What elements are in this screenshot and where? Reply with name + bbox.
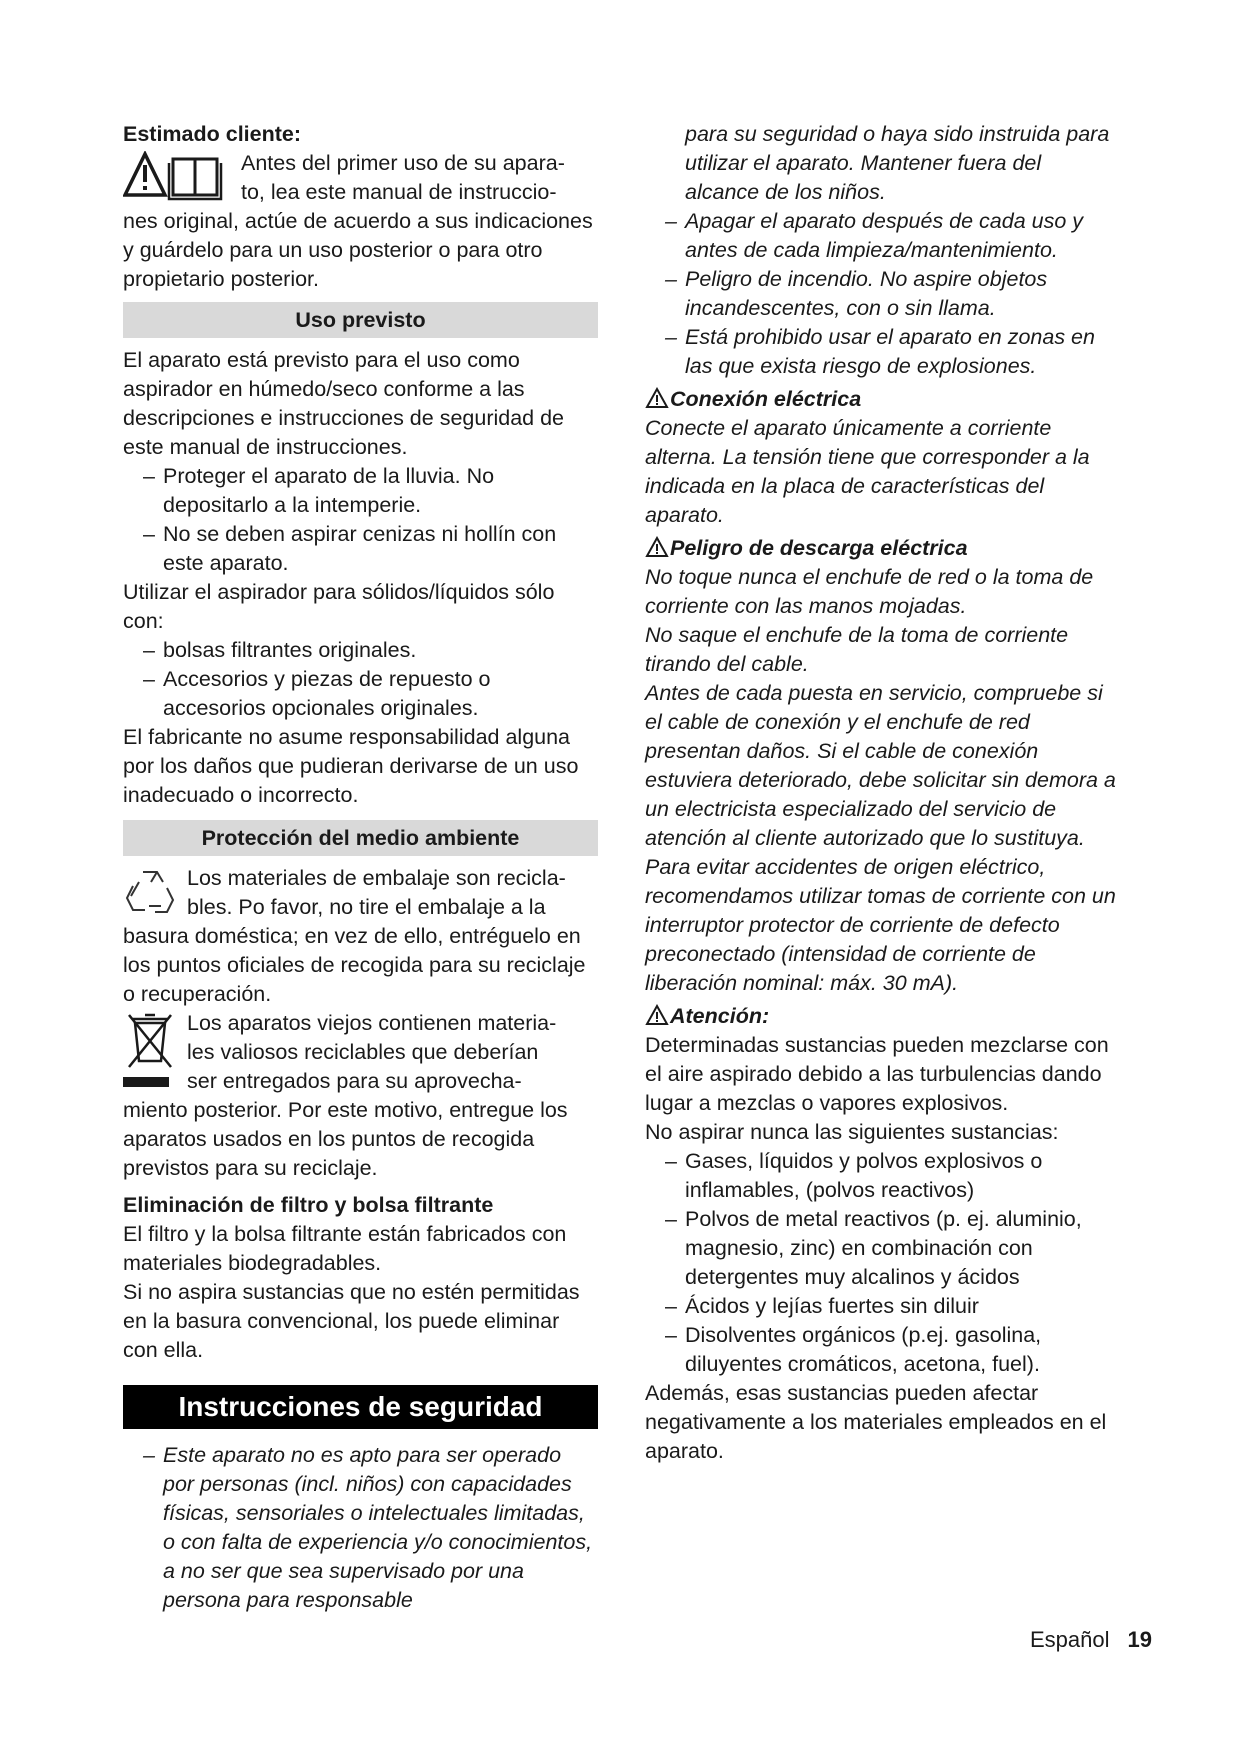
page-footer <box>1030 1627 1152 1653</box>
seguridad-item-4: – Está prohibido usar el aparato en zonas en las que exista riesgo de explosiones. <box>665 325 1095 378</box>
peligro-heading: Peligro de descarga eléctrica <box>645 534 1120 563</box>
atencion-text-1: Determinadas sustancias pueden mezclarse con el aire aspirado debido a las turbulencias dando lugar a mezclas o vapores explosivos. <box>645 1033 1109 1115</box>
footer-language: Español <box>1030 1627 1110 1652</box>
atencion-text-2: No aspirar nunca las siguientes sustancias: <box>645 1120 1059 1144</box>
filtro-heading: Eliminación de filtro y bolsa filtrante <box>123 1193 494 1217</box>
seguridad-item-1: – Este aparato no es apto para ser operado por personas (incl. niños) con capacidades físicas, sensoriales o intelectuales limitadas, o con falta de experiencia y/o conocimientos, a no ser que sea supervisado por una persona para responsable <box>143 1443 593 1612</box>
seguridad-continuation: para su seguridad o haya sido instruida para utilizar el aparato. Mantener fuera del alcance de los niños. <box>685 122 1110 204</box>
intro-line-2: to, lea este manual de instruccio- <box>241 180 557 204</box>
filtro-text-2: Si no aspira sustancias que no estén permitidas en la basura convencional, los puede eliminar con ella. <box>123 1280 580 1362</box>
warning-manual-icon <box>123 151 233 203</box>
warning-icon <box>645 387 669 409</box>
peligro-text-3: Antes de cada puesta en servicio, compruebe si el cable de conexión y el enchufe de red presentan daños. Si el cable de conexión estuviera deteriorado, debe solicitar sin demora a un electricista especializado del servicio de atención al cliente autorizado que lo sustituya. <box>645 681 1116 850</box>
page-number: 19 <box>1127 1627 1152 1652</box>
recycle-line-3: basura doméstica; en vez de ello, entréguelo en los puntos oficiales de recogida para su reciclaje o recuperación. <box>123 924 586 1006</box>
atencion-item-4: – Disolventes orgánicos (p.ej. gasolina, diluyentes cromáticos, acetona, fuel). <box>665 1323 1042 1376</box>
filtro-text-1: El filtro y la bolsa filtrante están fabricados con materiales biodegradables. <box>123 1222 567 1275</box>
uso-item-1: – Proteger el aparato de la lluvia. No depositarlo a la intemperie. <box>143 464 495 517</box>
weee-line-1: Los aparatos viejos contienen materia- <box>187 1011 557 1035</box>
intro-block <box>123 149 598 294</box>
uso-text-2: Utilizar el aspirador para sólidos/líquidos sólo con: <box>123 580 555 633</box>
warning-icon <box>645 536 669 558</box>
uso-item-4: – Accesorios y piezas de repuesto o accesorios opcionales originales. <box>143 667 491 720</box>
conexion-text: Conecte el aparato únicamente a corriente alterna. La tensión tiene que corresponder a la indicada en la placa de características del aparato. <box>645 416 1090 527</box>
left-column <box>123 120 598 1615</box>
seguridad-heading: Instrucciones de seguridad <box>123 1385 598 1429</box>
weee-block <box>123 1009 598 1183</box>
conexion-heading: Conexión eléctrica <box>645 385 1120 414</box>
warning-icon <box>645 1004 669 1026</box>
uso-previsto-heading: Uso previsto <box>123 302 598 338</box>
recycle-line-2: bles. Po favor, no tire el embalaje a la <box>187 895 546 919</box>
recycle-line-1: Los materiales de embalaje son recicla- <box>187 866 566 890</box>
atencion-item-1: – Gases, líquidos y polvos explosivos o inflamables, (polvos reactivos) <box>665 1149 1043 1202</box>
atencion-text-3: Además, esas sustancias pueden afectar negativamente a los materiales empleados en el aparato. <box>645 1381 1107 1463</box>
medio-ambiente-heading: Protección del medio ambiente <box>123 820 598 856</box>
crossed-bin-icon <box>123 1009 177 1093</box>
peligro-text-1: No toque nunca el enchufe de red o la toma de corriente con las manos mojadas. <box>645 565 1094 618</box>
weee-line-2: les valiosos reciclables que deberían <box>187 1040 539 1064</box>
uso-item-2: – No se deben aspirar cenizas ni hollín con este aparato. <box>143 522 557 575</box>
greeting: Estimado cliente: <box>123 122 302 146</box>
recycle-block <box>123 864 598 1009</box>
weee-line-4: miento posterior. Por este motivo, entregue los aparatos usados en los puntos de recogida previstos para su reciclaje. <box>123 1098 568 1180</box>
seguridad-item-3: – Peligro de incendio. No aspire objetos incandescentes, con o sin llama. <box>665 267 1048 320</box>
atencion-item-3: – Ácidos y lejías fuertes sin diluir <box>665 1294 979 1318</box>
peligro-text-4: Para evitar accidentes de origen eléctrico, recomendamos utilizar tomas de corriente con un interruptor protector de corriente de defecto preconectado (intensidad de corriente de liberación nominal: máx. 30 mA). <box>645 855 1116 995</box>
uso-text: El aparato está previsto para el uso como aspirador en húmedo/seco conforme a las descripciones e instrucciones de seguridad de este manual de instrucciones. <box>123 348 565 459</box>
uso-text-3: El fabricante no asume responsabilidad alguna por los daños que pudieran derivarse de un uso inadecuado o incorrecto. <box>123 725 579 807</box>
recycle-icon <box>123 866 177 918</box>
atencion-item-2: – Polvos de metal reactivos (p. ej. aluminio, magnesio, zinc) en combinación con detergentes muy alcalinos y ácidos <box>665 1207 1082 1289</box>
peligro-text-2: No saque el enchufe de la toma de corriente tirando del cable. <box>645 623 1069 676</box>
weee-line-3: ser entregados para su aprovecha- <box>187 1069 522 1093</box>
intro-line-3: nes original, actúe de acuerdo a sus indicaciones y guárdelo para un uso posterior o para otro propietario posterior. <box>123 209 593 291</box>
intro-line-1: Antes del primer uso de su apara- <box>241 151 565 175</box>
atencion-heading: Atención: <box>645 1002 1120 1031</box>
uso-item-3: – bolsas filtrantes originales. <box>143 638 417 662</box>
seguridad-item-2: – Apagar el aparato después de cada uso y antes de cada limpieza/mantenimiento. <box>665 209 1084 262</box>
right-column <box>645 120 1120 1466</box>
